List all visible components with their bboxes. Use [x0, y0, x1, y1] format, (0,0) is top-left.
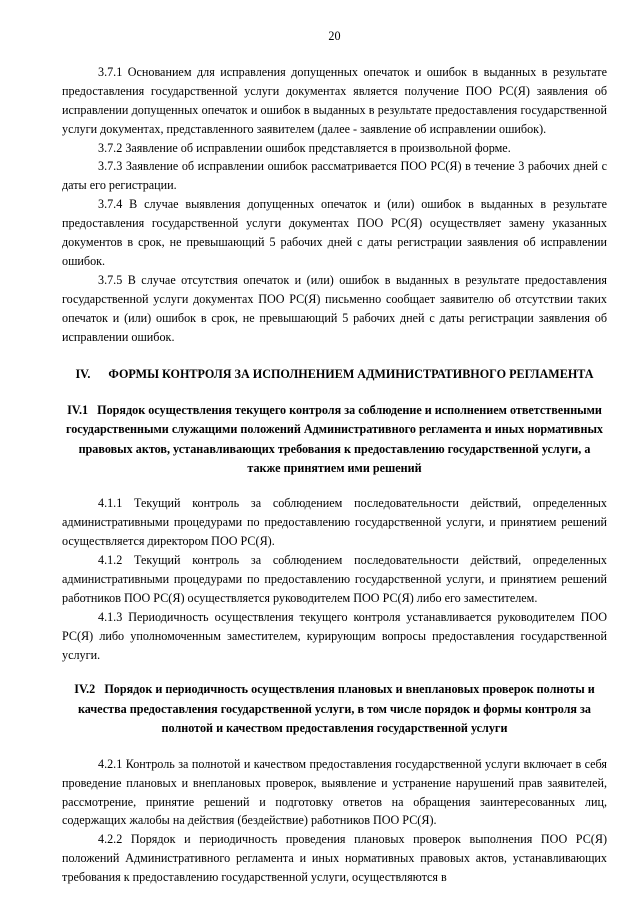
subsection-iv-2-number: IV.2 [74, 682, 96, 697]
section-4-1-paragraphs [62, 494, 607, 664]
paragraph-3-7-2: 3.7.2 Заявление об исправлении ошибок представляется в произвольной форме. [98, 140, 511, 155]
paragraph-4-1-2: 4.1.2 Текущий контроль за соблюдением последовательности действий, определенных административными процедурами по предоставлению государственной услуги, и принятием решений работников ПОО РС(Я) осуществляется руководителем ПОО РС(Я) либо его заместителем. [62, 553, 607, 605]
paragraph-4-2-1: 4.2.1 Контроль за полнотой и качеством предоставления государственной услуги включает в себя проведение плановых и внеплановых проверок, выявление и устранение нарушений прав заявителей, рассмотрение, принятие решений и подготовку ответов на обращения заинтересованных лиц, содержащих жалобы на действия (бездействие) работников ПОО РС(Я). [62, 756, 607, 828]
subsection-iv-1-title: Порядок осуществления текущего контроля за соблюдение и исполнением ответственными государственными служащими положений Административного регламента и иных нормативных правовых актов, устанавливающих требования к предоставлению государственной услуги, а также принятием ими решений [65, 402, 603, 475]
paragraph-3-7-1: 3.7.1 Основанием для исправления допущенных опечаток и ошибок в выданных в результате предоставления государственной услуги документах является получение ПОО РС(Я) заявления об исправлении допущенных опечаток и ошибок в выданных в результате предоставления государственной услуги документах, представленного заявителем (далее - заявление об исправлении ошибок). [62, 64, 607, 136]
section-iv-number: IV. [75, 366, 91, 381]
section-4-2-paragraphs [62, 755, 607, 887]
subsection-iv-2-title: Порядок и периодичность осуществления плановых и внеплановых проверок полноты и качества предоставления государственной услуги, в том числе порядок и формы контроля за полнотой и качеством предоставления государственной услуги [78, 682, 595, 736]
section-iv-heading [62, 365, 607, 383]
subsection-iv-1-heading [62, 401, 607, 479]
paragraph-4-1-3: 4.1.3 Периодичность осуществления текущего контроля устанавливается руководителем ПОО РС(Я) либо уполномоченным заместителем, курирующим вопросы предоставления государственной услуги. [62, 609, 607, 662]
section-3-7-paragraphs [62, 63, 607, 347]
subsection-iv-1-number: IV.1 [67, 402, 89, 417]
paragraph-3-7-3: 3.7.3 Заявление об исправлении ошибок рассматривается ПОО РС(Я) в течение 3 рабочих дней с даты его регистрации. [62, 159, 607, 193]
paragraph-4-1-1: 4.1.1 Текущий контроль за соблюдением последовательности действий, определенных административными процедурами по предоставлению государственной услуги, и принятием решений осуществляется директором ПОО РС(Я). [62, 496, 607, 549]
page-number: 20 [328, 29, 341, 43]
paragraph-4-2-2: 4.2.2 Порядок и периодичность проведения плановых проверок выполнения ПОО РС(Я) положений Административного регламента и иных нормативных правовых актов, устанавливающих требования к предоставлению государственной услуги, осуществляются в [62, 832, 607, 885]
paragraph-3-7-5: 3.7.5 В случае отсутствия опечаток и (или) ошибок в выданных в результате предоставления государственной услуги документах ПОО РС(Я) письменно сообщает заявителю об отсутствии таких опечаток и (или) ошибок в срок, не превышающий 5 рабочих дней с даты регистрации заявления об исправлении ошибок. [62, 272, 607, 344]
section-iv-title: ФОРМЫ КОНТРОЛЯ ЗА ИСПОЛНЕНИЕМ АДМИНИСТРАТИВНОГО РЕГЛАМЕНТА [108, 366, 594, 381]
paragraph-3-7-4: 3.7.4 В случае выявления допущенных опечаток и (или) ошибок в выданных в результате предоставления государственной услуги документах ПОО РС(Я) осуществляет замену указанных документов в срок, не превышающий 5 рабочих дней с даты регистрации заявления об исправлении ошибок. [62, 197, 607, 268]
subsection-iv-2-heading [62, 680, 607, 738]
